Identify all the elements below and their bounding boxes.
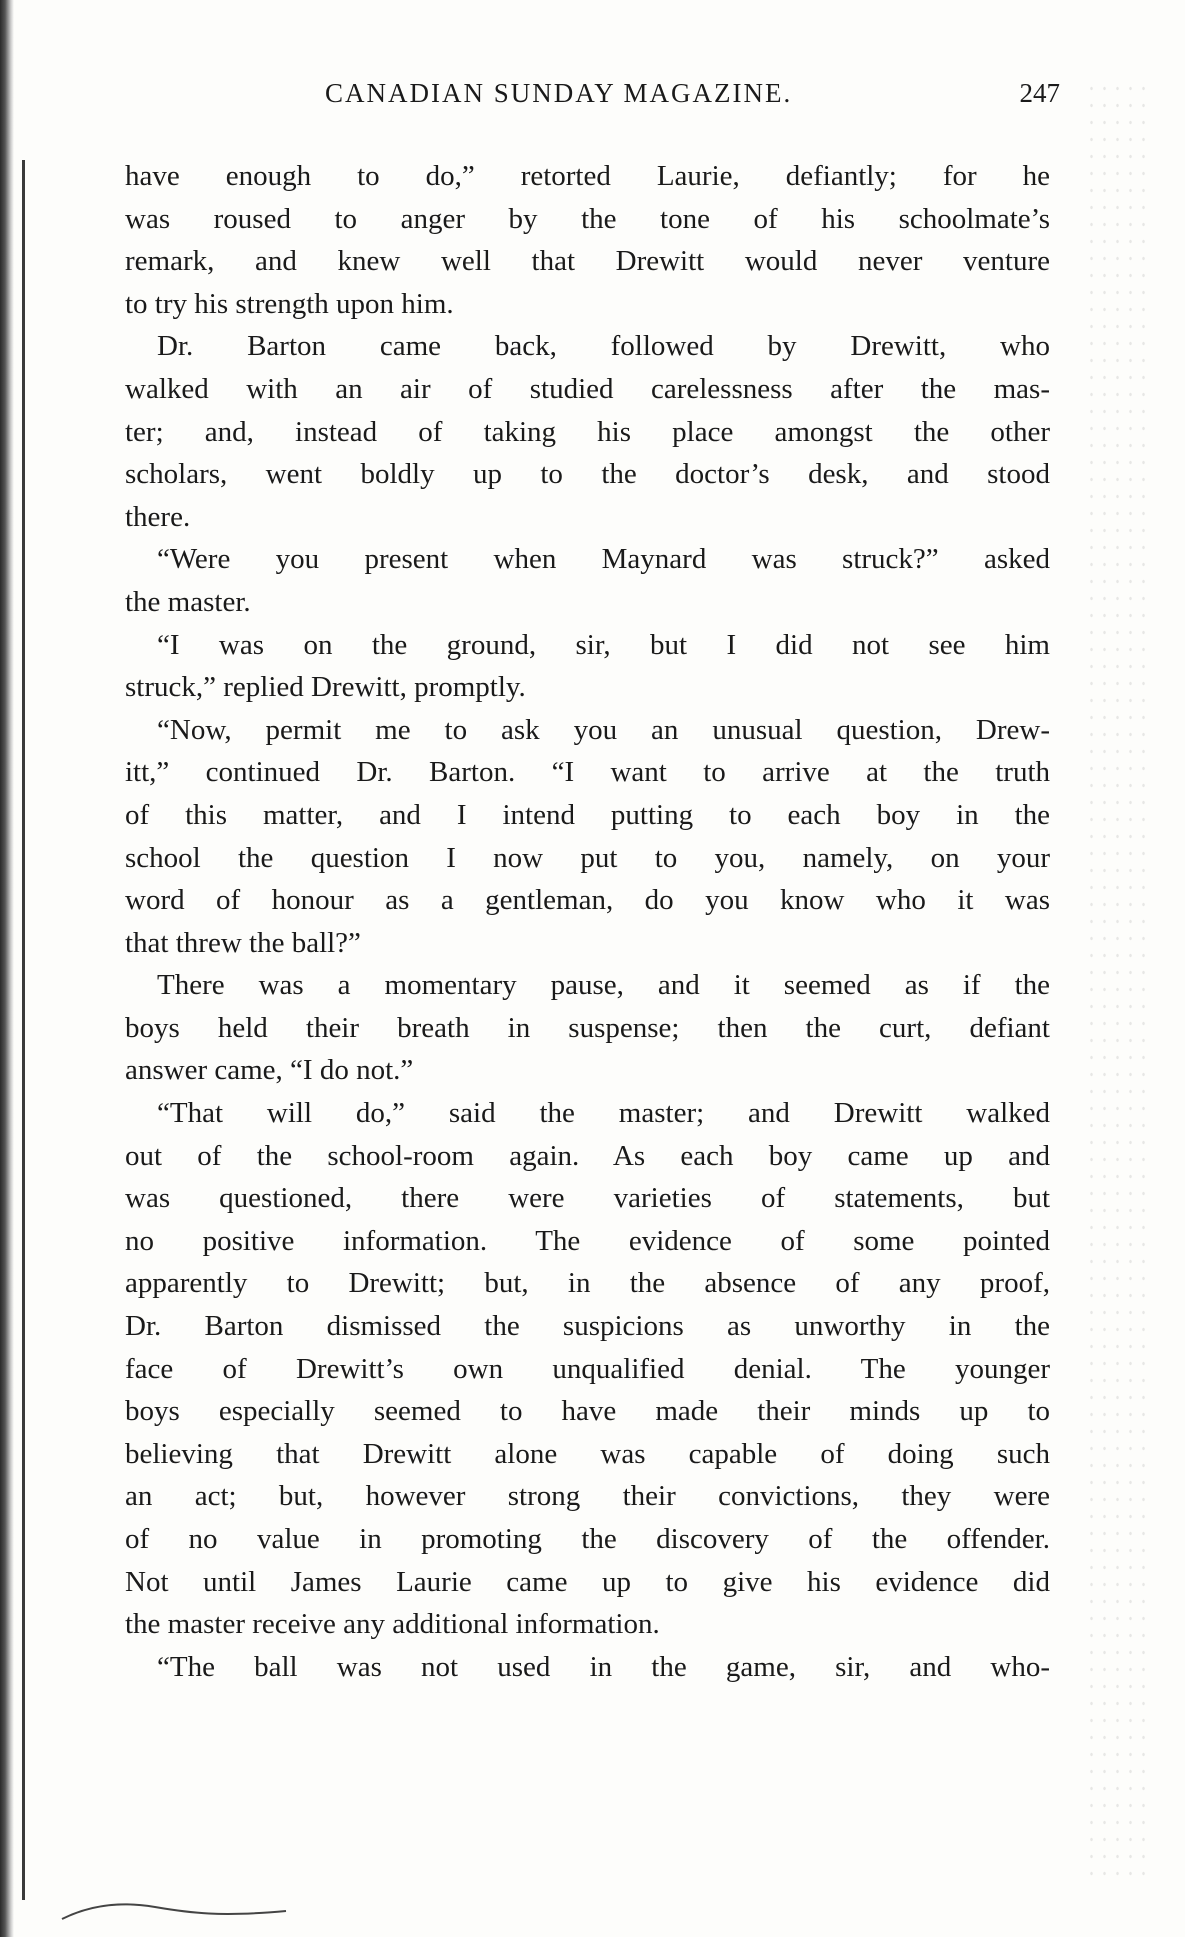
- text-line: walked with an air of studied carelessness after the mas-: [125, 372, 1050, 405]
- text-line: boys held their breath in suspense; then the curt, defiant: [125, 1011, 1050, 1044]
- body-text: [125, 155, 1050, 1688]
- text-line: the master.: [125, 585, 251, 618]
- binding-edge: [0, 0, 14, 1937]
- text-line: “That will do,” said the master; and Drewitt walked: [157, 1097, 1050, 1130]
- text-line: have enough to do,” retorted Laurie, defiantly; for he: [125, 160, 1050, 192]
- text-line: school the question I now put to you, namely, on your: [125, 841, 1050, 874]
- text-line: that threw the ball?”: [125, 926, 361, 959]
- text-line: to try his strength upon him.: [125, 287, 454, 320]
- text-line: itt,” continued Dr. Barton. “I want to arrive at the truth: [125, 756, 1050, 789]
- text-line: apparently to Drewitt; but, in the absence of any proof,: [125, 1267, 1050, 1300]
- text-line: “Were you present when Maynard was struck?” asked: [157, 543, 1050, 576]
- scan-noise: [1085, 80, 1145, 1880]
- binding-rule: [22, 160, 25, 1900]
- text-line: There was a momentary pause, and it seemed as if the: [157, 969, 1050, 1002]
- text-line: Dr. Barton dismissed the suspicions as unworthy in the: [125, 1310, 1050, 1343]
- text-line: boys especially seemed to have made their minds up to: [125, 1395, 1050, 1428]
- text-line: was roused to anger by the tone of his schoolmate’s: [125, 202, 1050, 235]
- text-line: out of the school-room again. As each boy came up and: [125, 1139, 1050, 1172]
- page-number: 247: [1019, 78, 1060, 108]
- text-line: of this matter, and I intend putting to each boy in the: [125, 798, 1050, 831]
- text-line: ter; and, instead of taking his place amongst the other: [125, 415, 1050, 448]
- text-line: “I was on the ground, sir, but I did not see him: [157, 628, 1050, 661]
- margin-scrawl: [60, 1895, 290, 1925]
- text-line: Not until James Laurie came up to give his evidence did: [125, 1565, 1050, 1598]
- text-line: believing that Drewitt alone was capable of doing such: [125, 1437, 1050, 1470]
- text-line: there.: [125, 500, 191, 533]
- text-line: an act; but, however strong their convictions, they were: [125, 1480, 1050, 1513]
- text-line: struck,” replied Drewitt, promptly.: [125, 671, 526, 704]
- text-line: the master receive any additional information.: [125, 1608, 660, 1641]
- magazine-title: CANADIAN SUNDAY MAGAZINE.: [325, 78, 793, 108]
- text-line: Dr. Barton came back, followed by Drewitt, who: [157, 330, 1050, 363]
- text-line: no positive information. The evidence of some pointed: [125, 1224, 1050, 1257]
- text-line: answer came, “I do not.”: [125, 1054, 414, 1087]
- text-line: “The ball was not used in the game, sir, and who-: [157, 1650, 1050, 1683]
- text-line: “Now, permit me to ask you an unusual question, Drew-: [157, 713, 1050, 746]
- text-line: was questioned, there were varieties of statements, but: [125, 1182, 1050, 1215]
- text-line: face of Drewitt’s own unqualified denial. The younger: [125, 1352, 1050, 1385]
- text-line: remark, and knew well that Drewitt would never venture: [125, 245, 1050, 278]
- text-line: scholars, went boldly up to the doctor’s desk, and stood: [125, 458, 1050, 491]
- text-line: of no value in promoting the discovery of the offender.: [125, 1523, 1050, 1555]
- running-head: [125, 78, 1060, 118]
- text-line: word of honour as a gentleman, do you know who it was: [125, 884, 1050, 917]
